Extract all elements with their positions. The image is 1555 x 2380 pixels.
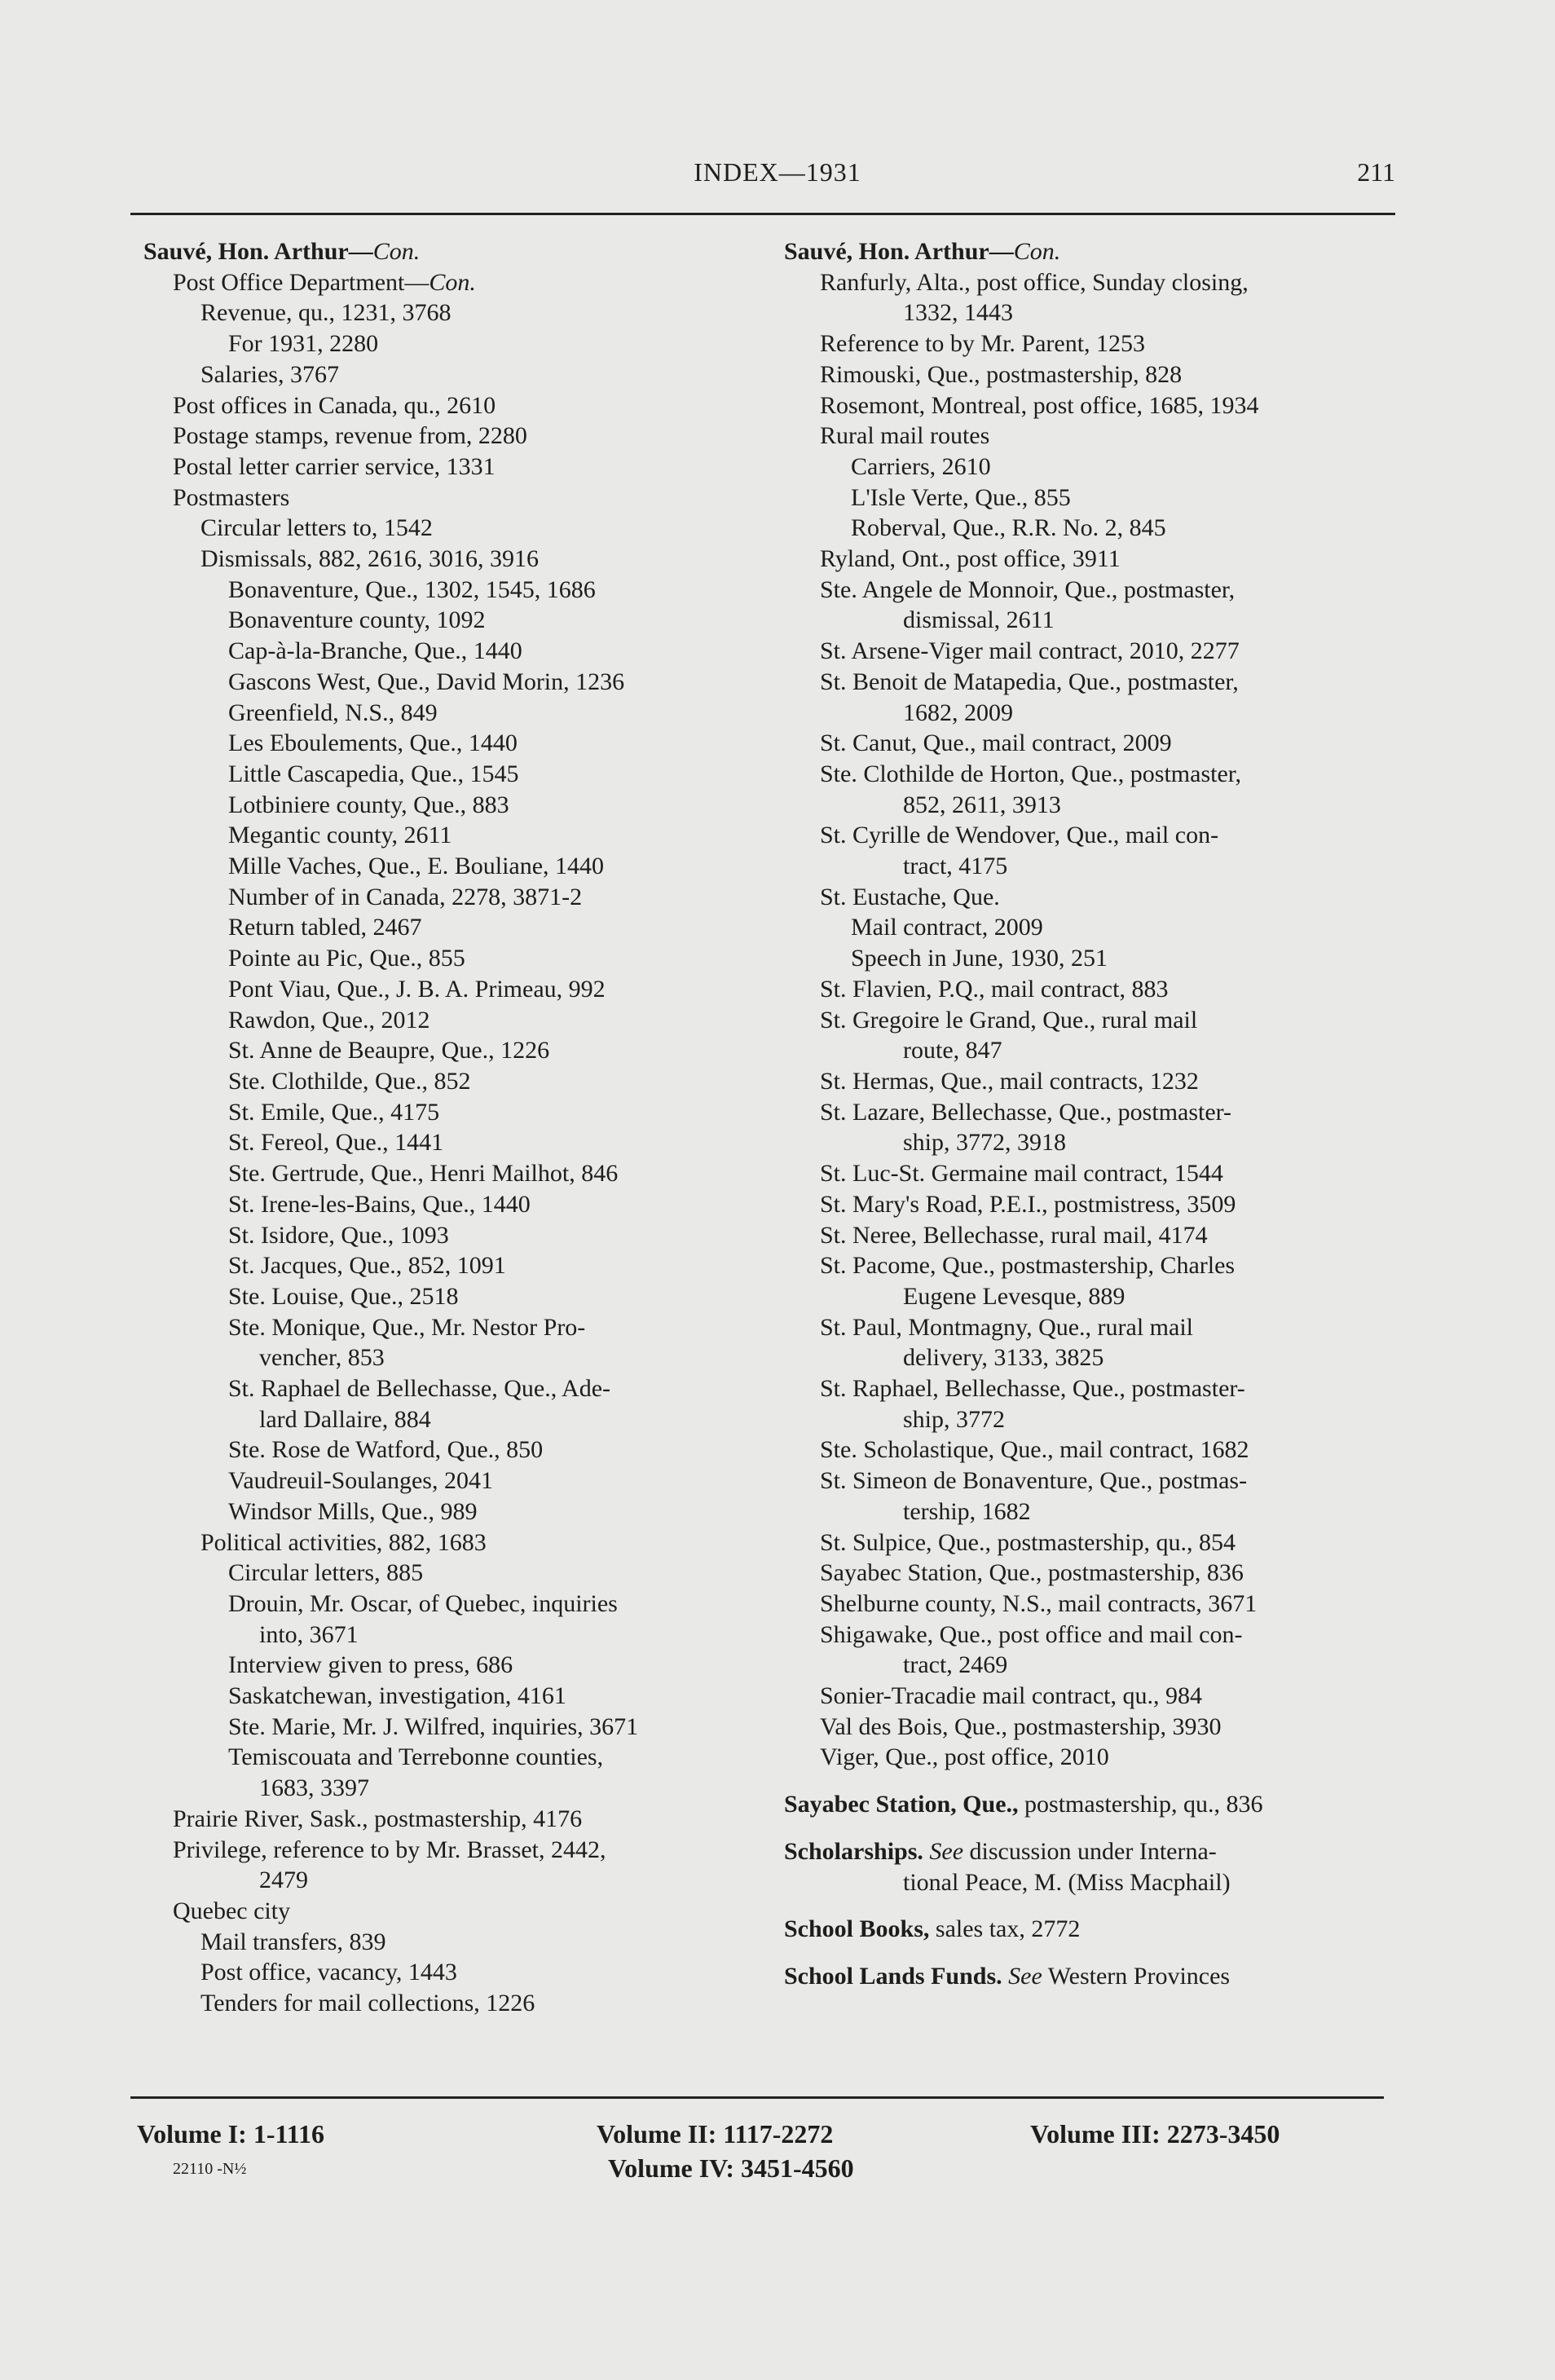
page-number: 211 — [1357, 157, 1395, 187]
index-line: Temiscouata and Terrebonne counties, — [228, 1743, 604, 1771]
index-line: St. Benoit de Matapedia, Que., postmaster, — [820, 668, 1239, 695]
index-line: St. Pacome, Que., postmastership, Charles — [820, 1252, 1236, 1280]
index-line: 2479 — [259, 1867, 308, 1894]
index-line: Bonaventure county, 1092 — [228, 606, 486, 634]
index-line: Saskatchewan, investigation, 4161 — [228, 1682, 566, 1710]
index-line: St. Mary's Road, P.E.I., postmistress, 3509 — [820, 1190, 1236, 1218]
entry-heading: Sauvé, Hon. Arthur—Con. — [784, 238, 1061, 265]
entry-gap — [784, 1945, 1395, 1961]
index-line: Privilege, reference to by Mr. Brasset, 2442, — [173, 1836, 606, 1863]
index-line: Ryland, Ont., post office, 3911 — [820, 545, 1121, 573]
index-line: Little Cascapedia, Que., 1545 — [228, 760, 519, 787]
entry-heading: Sauvé, Hon. Arthur—Con. — [143, 238, 421, 265]
index-line: Gascons West, Que., David Morin, 1236 — [228, 668, 625, 695]
index-line: Greenfield, N.S., 849 — [228, 699, 438, 726]
index-line: St. Neree, Bellechasse, rural mail, 4174 — [820, 1221, 1208, 1249]
volume-2-range: Volume II: 1117-2272 — [597, 2119, 834, 2149]
index-line: Pointe au Pic, Que., 855 — [228, 945, 465, 972]
index-line: delivery, 3133, 3825 — [903, 1344, 1104, 1372]
index-line: Sonier-Tracadie mail contract, qu., 984 — [820, 1682, 1202, 1710]
entry-gap — [784, 1820, 1395, 1836]
index-line: Quebec city — [173, 1897, 291, 1924]
index-line: Ste. Gertrude, Que., Henri Mailhot, 846 — [228, 1160, 619, 1188]
header-rule — [130, 213, 1395, 215]
left-column — [143, 236, 763, 2019]
index-line: Cap-à-la-Branche, Que., 1440 — [228, 637, 522, 665]
index-line: St. Eustache, Que. — [820, 883, 1000, 910]
volume-1-range: Volume I: 1-1116 — [137, 2119, 324, 2149]
index-line: tract, 4175 — [903, 853, 1008, 880]
footer-rule — [130, 2096, 1384, 2099]
index-line: 1682, 2009 — [903, 699, 1013, 726]
index-line: Post office, vacancy, 1443 — [200, 1959, 457, 1986]
index-line: vencher, 853 — [259, 1344, 385, 1372]
index-line: Carriers, 2610 — [851, 452, 991, 480]
index-line: route, 847 — [903, 1037, 1002, 1064]
index-entry-sayabec: Sayabec Station, Que., postmastership, qu., 836 — [784, 1791, 1263, 1818]
index-line: St. Arsene-Viger mail contract, 2010, 2277 — [820, 637, 1240, 665]
index-line: Bonaventure, Que., 1302, 1545, 1686 — [228, 575, 596, 603]
index-line: Ste. Rose de Watford, Que., 850 — [228, 1436, 544, 1464]
index-line: L'Isle Verte, Que., 855 — [851, 483, 1071, 511]
index-line: lard Dallaire, 884 — [259, 1405, 431, 1433]
index-line: St. Lazare, Bellechasse, Que., postmaster- — [820, 1098, 1232, 1126]
index-line: Mail transfers, 839 — [200, 1928, 386, 1955]
index-line: St. Cyrille de Wendover, Que., mail con- — [820, 822, 1219, 849]
index-line: Viger, Que., post office, 2010 — [820, 1743, 1109, 1771]
volume-3-range: Volume III: 2273-3450 — [1030, 2119, 1280, 2149]
index-line: Lotbiniere county, Que., 883 — [228, 791, 509, 818]
index-line: Pont Viau, Que., J. B. A. Primeau, 992 — [228, 975, 606, 1003]
index-line: Megantic county, 2611 — [228, 822, 452, 849]
index-line: 1332, 1443 — [903, 299, 1013, 327]
entry-gap — [784, 1773, 1395, 1789]
index-line: Ste. Louise, Que., 2518 — [228, 1282, 459, 1310]
index-line: Mail contract, 2009 — [851, 914, 1043, 941]
index-line: St. Gregoire le Grand, Que., rural mail — [820, 1006, 1198, 1034]
index-line: Val des Bois, Que., postmastership, 3930 — [820, 1712, 1222, 1740]
index-line: Shelburne county, N.S., mail contracts, 3671 — [820, 1589, 1258, 1617]
index-line: St. Emile, Que., 4175 — [228, 1098, 440, 1126]
index-line: Eugene Levesque, 889 — [903, 1282, 1126, 1310]
index-line: St. Fereol, Que., 1441 — [228, 1129, 444, 1157]
index-line: Postal letter carrier service, 1331 — [173, 452, 496, 480]
right-column — [784, 236, 1395, 1992]
index-line: Revenue, qu., 1231, 3768 — [200, 299, 452, 327]
index-line: Ste. Scholastique, Que., mail contract, 1682 — [820, 1436, 1249, 1464]
entry-gap — [784, 1897, 1395, 1914]
index-line: Rimouski, Que., postmastership, 828 — [820, 360, 1183, 388]
index-line: St. Raphael de Bellechasse, Que., Ade- — [228, 1375, 611, 1403]
index-line: Vaudreuil-Soulanges, 2041 — [228, 1467, 493, 1495]
index-line: Sayabec Station, Que., postmastership, 836 — [820, 1559, 1244, 1587]
index-line: Roberval, Que., R.R. No. 2, 845 — [851, 514, 1166, 542]
index-line: Interview given to press, 686 — [228, 1651, 513, 1679]
index-line: Dismissals, 882, 2616, 3016, 3916 — [200, 545, 540, 573]
index-line: Tenders for mail collections, 1226 — [200, 1990, 535, 2017]
index-line: Ste. Monique, Que., Mr. Nestor Pro- — [228, 1313, 586, 1341]
index-line: St. Jacques, Que., 852, 1091 — [228, 1252, 506, 1280]
index-line: St. Flavien, P.Q., mail contract, 883 — [820, 975, 1169, 1003]
index-line: St. Isidore, Que., 1093 — [228, 1221, 449, 1249]
index-line: Mille Vaches, Que., E. Bouliane, 1440 — [228, 853, 605, 880]
index-line: Postage stamps, revenue from, 2280 — [173, 422, 527, 450]
index-line: Salaries, 3767 — [200, 360, 339, 388]
index-line: dismissal, 2611 — [903, 606, 1055, 634]
index-line: St. Hermas, Que., mail contracts, 1232 — [820, 1067, 1199, 1095]
index-line: Ste. Marie, Mr. J. Wilfred, inquiries, 3671 — [228, 1712, 639, 1740]
index-entry-scholarships: Scholarships. See discussion under Interna- — [784, 1837, 1217, 1865]
index-line: Circular letters, 885 — [228, 1559, 424, 1587]
index-line: ship, 3772 — [903, 1405, 1006, 1433]
index-entry-school-books: School Books, sales tax, 2772 — [784, 1915, 1081, 1943]
index-line: Prairie River, Sask., postmastership, 4176 — [173, 1805, 583, 1832]
index-line: Post offices in Canada, qu., 2610 — [173, 391, 496, 419]
index-line: St. Raphael, Bellechasse, Que., postmaster- — [820, 1375, 1245, 1403]
volume-4-range: Volume IV: 3451-4560 — [608, 2153, 854, 2183]
index-line: St. Anne de Beaupre, Que., 1226 — [228, 1037, 550, 1064]
printer-code: 22110 -N½ — [173, 2160, 247, 2178]
index-line: 1683, 3397 — [259, 1774, 369, 1802]
index-line: 852, 2611, 3913 — [903, 791, 1061, 818]
index-line: Ranfurly, Alta., post office, Sunday closing, — [820, 268, 1249, 296]
index-line: Speech in June, 1930, 251 — [851, 945, 1108, 972]
index-line: St. Luc-St. Germaine mail contract, 1544 — [820, 1160, 1223, 1188]
index-line: St. Irene-les-Bains, Que., 1440 — [228, 1190, 531, 1218]
index-line: For 1931, 2280 — [228, 330, 379, 358]
index-line: Shigawake, Que., post office and mail con- — [820, 1620, 1243, 1648]
index-line: Ste. Clothilde de Horton, Que., postmaster, — [820, 760, 1242, 787]
index-line: Reference to by Mr. Parent, 1253 — [820, 330, 1146, 358]
index-line: Ste. Angele de Monnoir, Que., postmaster, — [820, 575, 1236, 603]
index-line: Ste. Clothilde, Que., 852 — [228, 1067, 471, 1095]
index-line: Rosemont, Montreal, post office, 1685, 1934 — [820, 391, 1259, 419]
index-line: ship, 3772, 3918 — [903, 1129, 1067, 1157]
index-line: tional Peace, M. (Miss Macphail) — [903, 1868, 1231, 1896]
index-line: into, 3671 — [259, 1620, 359, 1648]
index-line: tership, 1682 — [903, 1497, 1031, 1525]
index-line: Post Office Department—Con. — [173, 268, 476, 296]
page-title: INDEX—1931 — [694, 157, 861, 187]
index-line: Rural mail routes — [820, 422, 990, 450]
index-line: Postmasters — [173, 483, 290, 511]
index-line: St. Paul, Montmagny, Que., rural mail — [820, 1313, 1193, 1341]
index-line: St. Sulpice, Que., postmastership, qu., 854 — [820, 1528, 1236, 1556]
index-line: tract, 2469 — [903, 1651, 1008, 1679]
index-line: St. Simeon de Bonaventure, Que., postmas- — [820, 1467, 1248, 1495]
index-line: Rawdon, Que., 2012 — [228, 1006, 430, 1034]
index-line: Les Eboulements, Que., 1440 — [228, 729, 518, 757]
index-line: Circular letters to, 1542 — [200, 514, 433, 542]
index-line: St. Canut, Que., mail contract, 2009 — [820, 729, 1172, 757]
index-line: Political activities, 882, 1683 — [200, 1528, 487, 1556]
index-line: Number of in Canada, 2278, 3871-2 — [228, 883, 583, 910]
index-entry-school-lands: School Lands Funds. See Western Provinces — [784, 1962, 1231, 1990]
index-line: Return tabled, 2467 — [228, 914, 422, 941]
index-line: Windsor Mills, Que., 989 — [228, 1497, 478, 1525]
index-line: Drouin, Mr. Oscar, of Quebec, inquiries — [228, 1589, 618, 1617]
